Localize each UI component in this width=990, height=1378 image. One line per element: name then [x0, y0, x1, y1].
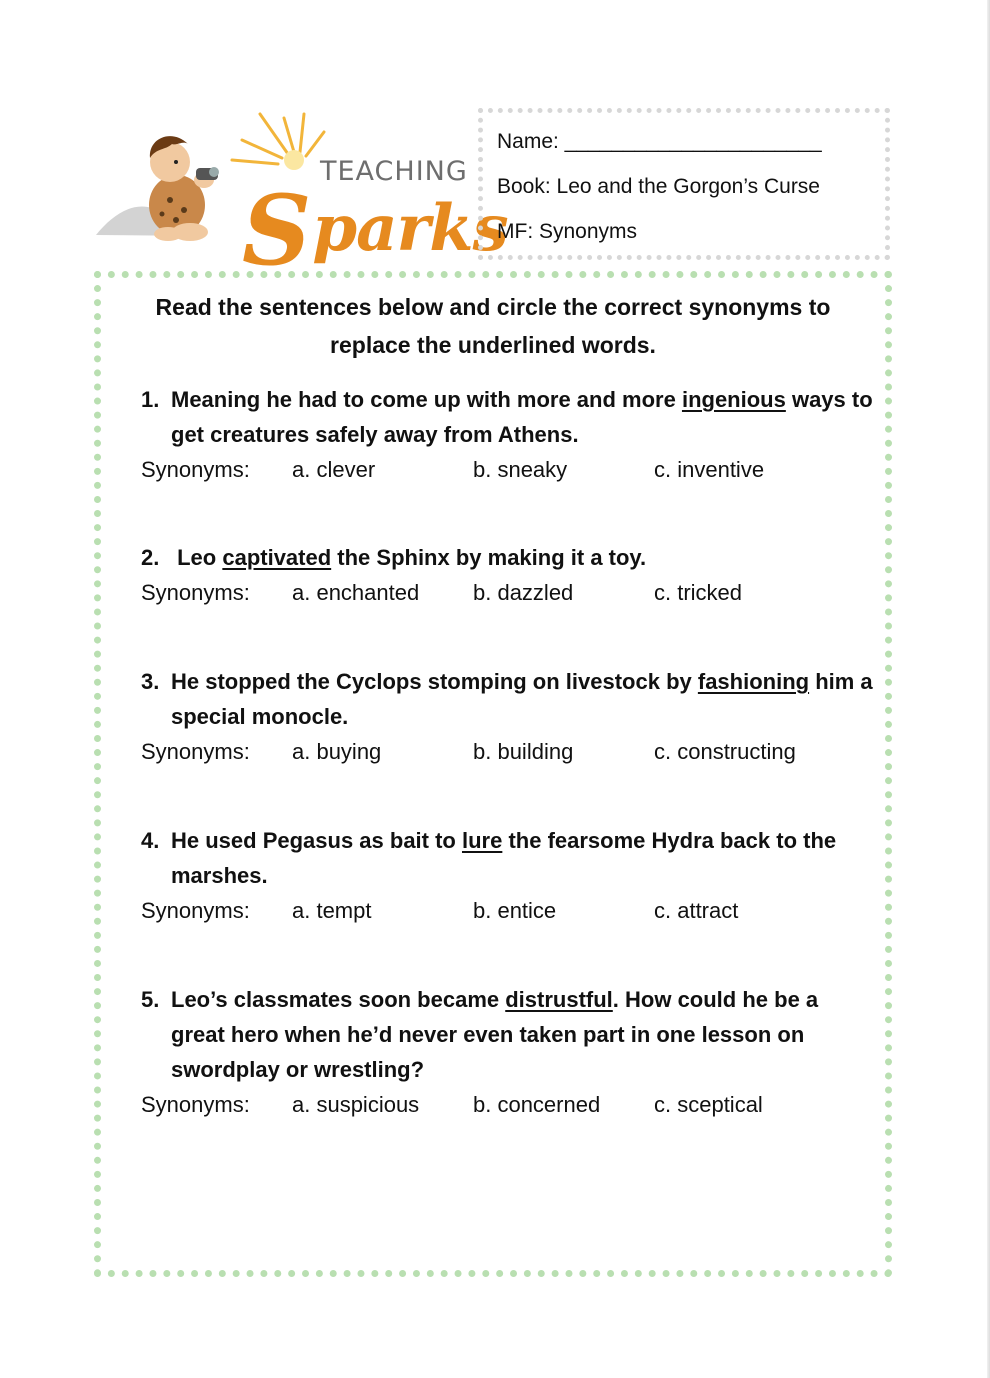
- option-b[interactable]: b. entice: [473, 898, 557, 923]
- underlined-word: ingenious: [681, 387, 786, 412]
- underlined-word: fashioning: [697, 669, 810, 694]
- underlined-word: lure: [461, 828, 503, 853]
- question-text-before: He used Pegasus as bait to: [171, 828, 462, 853]
- question-5: [141, 982, 876, 1123]
- question-text: [141, 382, 876, 452]
- worksheet-box: [94, 271, 892, 1277]
- option-a[interactable]: a. clever: [292, 457, 376, 482]
- name-field[interactable]: Name: ______________________: [497, 130, 822, 153]
- underlined-word: captivated: [222, 545, 332, 570]
- logo-teaching-text: TEACHING: [320, 156, 468, 187]
- book-title: Book: Leo and the Gorgon’s Curse: [497, 175, 820, 198]
- option-c[interactable]: c. tricked: [654, 580, 743, 605]
- logo-sparks-text: [242, 160, 508, 287]
- option-a[interactable]: a. suspicious: [292, 1092, 420, 1117]
- instructions: Read the sentences below and circle the correct synonyms to replace the underlined words.: [155, 294, 831, 358]
- teaching-sparks-logo: [92, 110, 508, 287]
- synonym-options: [141, 452, 876, 488]
- option-c[interactable]: c. inventive: [654, 457, 765, 482]
- logo-sparks-capital: S: [242, 174, 311, 287]
- question-number: 1.: [141, 387, 160, 412]
- synonym-options: [141, 893, 876, 929]
- option-c[interactable]: c. sceptical: [654, 1092, 763, 1117]
- question-text-after: ways to get creatures safely away from Athens.: [171, 387, 873, 447]
- question-text: [141, 823, 876, 893]
- question-number: 3.: [141, 669, 160, 694]
- question-text-after: . How could he be a great hero when he’d never even taken part in one lesson on swordplay or wrestling?: [171, 987, 819, 1082]
- question-text-before: Leo: [171, 545, 223, 570]
- question-text-before: He stopped the Cyclops stomping on livestock by: [171, 669, 698, 694]
- info-box: [478, 108, 890, 260]
- synonyms-label: Synonyms:: [141, 898, 250, 923]
- synonym-options: [141, 734, 876, 770]
- question-text: [141, 982, 876, 1087]
- question-2: [141, 540, 876, 611]
- question-text-after: the Sphinx by making it a toy.: [331, 545, 647, 570]
- option-a[interactable]: a. enchanted: [292, 580, 420, 605]
- question-text: [141, 664, 876, 734]
- synonyms-label: Synonyms:: [141, 1092, 250, 1117]
- synonym-options: [141, 575, 876, 611]
- logo-sparks-rest: parks: [312, 191, 508, 266]
- question-text-after: him a special monocle.: [171, 669, 873, 729]
- question-number: 4.: [141, 828, 160, 853]
- question-number: 5.: [141, 987, 160, 1012]
- option-b[interactable]: b. building: [473, 739, 574, 764]
- question-text-before: Meaning he had to come up with more and more: [171, 387, 682, 412]
- option-c[interactable]: c. constructing: [654, 739, 796, 764]
- question-text: [141, 540, 876, 575]
- question-4: [141, 823, 876, 929]
- question-3: [141, 664, 876, 770]
- mf-topic: MF: Synonyms: [497, 220, 638, 243]
- option-a[interactable]: a. tempt: [292, 898, 372, 923]
- option-b[interactable]: b. concerned: [473, 1092, 601, 1117]
- synonyms-label: Synonyms:: [141, 739, 250, 764]
- underlined-word: distrustful: [505, 987, 613, 1012]
- question-text-after: the fearsome Hydra back to the marshes.: [171, 828, 837, 888]
- question-1: [141, 382, 876, 488]
- option-c[interactable]: c. attract: [654, 898, 739, 923]
- question-number: 2.: [141, 545, 160, 570]
- synonym-options: [141, 1087, 876, 1123]
- option-a[interactable]: a. buying: [292, 739, 382, 764]
- synonyms-label: Synonyms:: [141, 457, 250, 482]
- option-b[interactable]: b. dazzled: [473, 580, 574, 605]
- synonyms-label: Synonyms:: [141, 580, 250, 605]
- option-b[interactable]: b. sneaky: [473, 457, 568, 482]
- question-text-before: Leo’s classmates soon became: [171, 987, 506, 1012]
